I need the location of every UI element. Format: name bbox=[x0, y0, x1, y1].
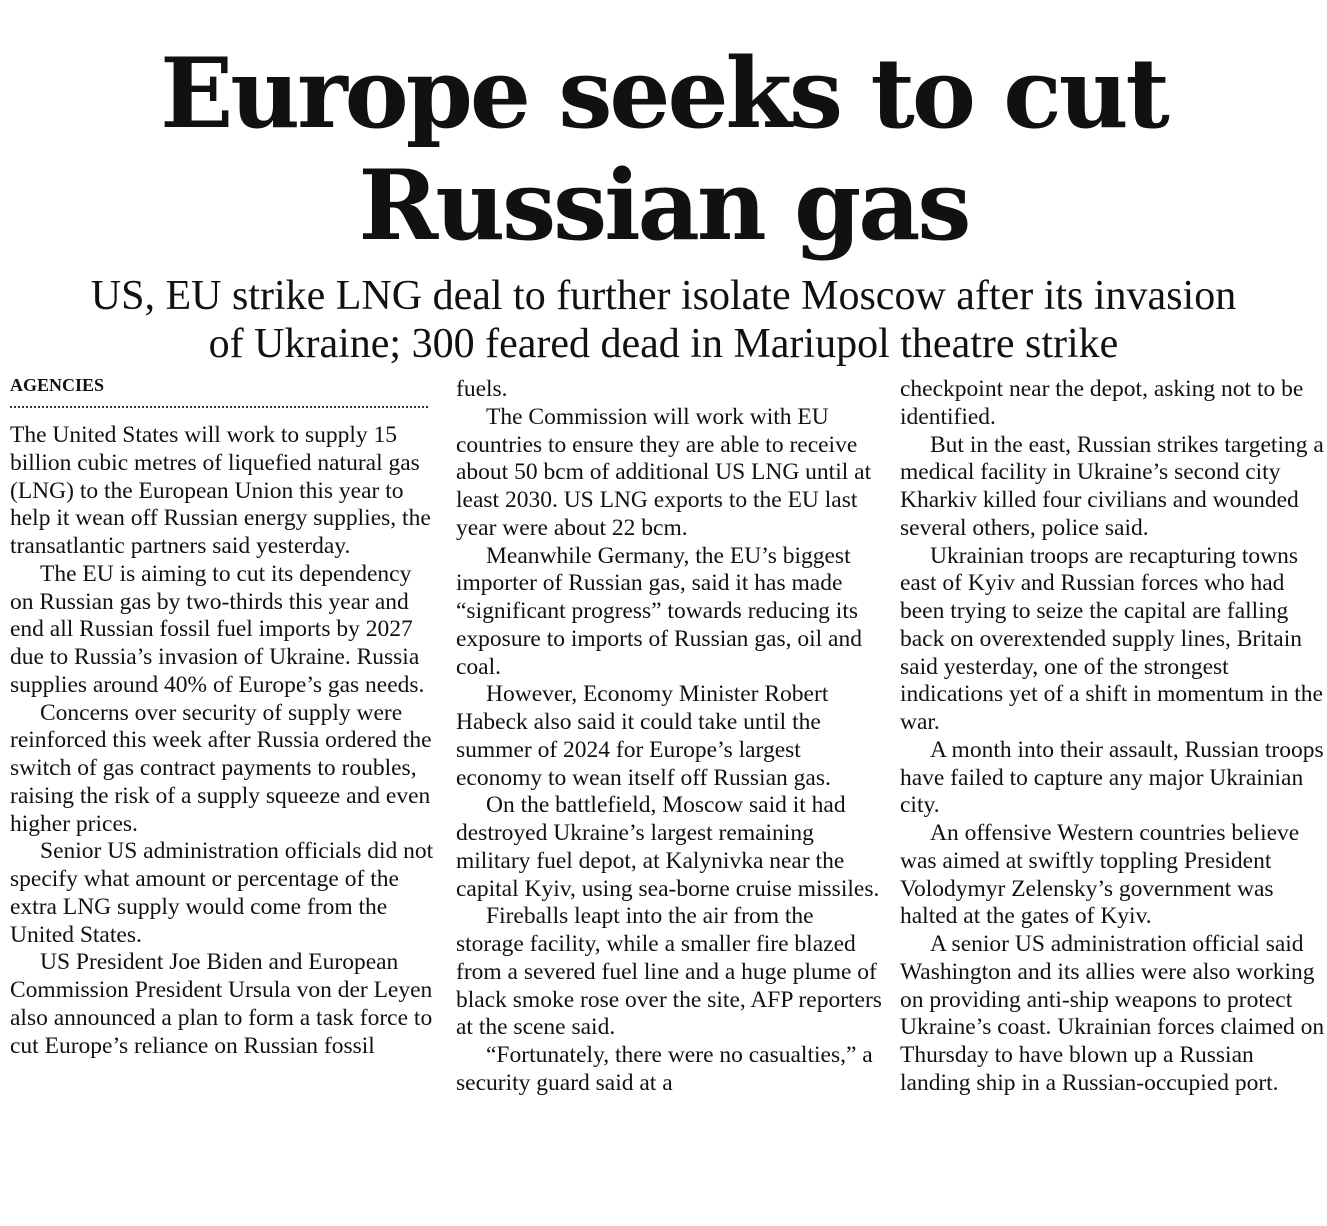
paragraph: Senior US administration officials did not specify what amount or percentage of the extra LNG supply would come from the United States. bbox=[10, 838, 434, 948]
headline bbox=[0, 38, 1327, 262]
article-column-1 bbox=[10, 376, 440, 1060]
paragraph: fuels. bbox=[456, 376, 508, 402]
subheadline bbox=[0, 272, 1327, 368]
paragraph: The EU is aiming to cut its dependency on Russian gas by two-thirds this year and end all Russian fossil fuel imports by 2027 due to Russia’s invasion of Ukraine. Russia supplies around 40% of Europe’s gas needs. bbox=[10, 560, 425, 698]
paragraph: Ukrainian troops are recapturing towns east of Kyiv and Russian forces who had been trying to seize the capital are falling back on overextended supply lines, Britain said yesterday, one of the strongest indications yet of a shift in momentum in the war. bbox=[900, 542, 1323, 735]
paragraph: checkpoint near the depot, asking not to be identified. bbox=[900, 376, 1304, 430]
paragraph: “Fortunately, there were no casualties,” a security guard said at a bbox=[456, 1042, 873, 1096]
subheadline-line-2: of Ukraine; 300 feared dead in Mariupol theatre strike bbox=[208, 321, 1119, 367]
headline-line-2: Russian gas bbox=[358, 149, 969, 262]
paragraph: Concerns over security of supply were reinforced this week after Russia ordered the switch of gas contract payments to roubles, raising the risk of a supply squeeze and even higher prices. bbox=[10, 699, 432, 837]
article-column-3 bbox=[900, 376, 1327, 1098]
paragraph: The Commission will work with EU countries to ensure they are able to receive about 50 bcm of additional US LNG until at least 2030. US LNG exports to the EU last year were about 22 bcm. bbox=[456, 403, 872, 541]
article-column-2 bbox=[456, 376, 886, 1098]
paragraph: But in the east, Russian strikes targeting a medical facility in Ukraine’s second city Kharkiv killed four civilians and wounded several others, police said. bbox=[900, 431, 1324, 541]
paragraph: On the battlefield, Moscow said it had destroyed Ukraine’s largest remaining military fuel depot, at Kalynivka near the capital Kyiv, using sea-borne cruise missiles. bbox=[456, 792, 880, 902]
paragraph: US President Joe Biden and European Commission President Ursula von der Leyen also announced a plan to form a task force to cut Europe’s reliance on Russian fossil bbox=[10, 949, 433, 1059]
paragraph: However, Economy Minister Robert Habeck also said it could take until the summer of 2024 for Europe’s largest economy to wean itself off Russian gas. bbox=[456, 681, 831, 791]
subheadline-line-1: US, EU strike LNG deal to further isolate Moscow after its invasion bbox=[90, 273, 1237, 319]
paragraph: Fireballs leapt into the air from the storage facility, while a smaller fire blazed from a severed fuel line and a huge plume of black smoke rose over the site, AFP reporters at the scene said. bbox=[456, 903, 882, 1041]
paragraph: A senior US administration official said Washington and its allies were also working on providing anti-ship weapons to protect Ukraine’s coast. Ukrainian forces claimed on Thursday to have blown up a Russian landing ship in a Russian-occupied port. bbox=[900, 931, 1325, 1096]
paragraph: The United States will work to supply 15 billion cubic metres of liquefied natural gas (LNG) to the European Union this year to help it wean off Russian energy supplies, the transatlantic partners said yesterday. bbox=[10, 422, 431, 559]
paragraph: Meanwhile Germany, the EU’s biggest importer of Russian gas, said it has made “significant progress” towards reducing its exposure to imports of Russian gas, oil and coal. bbox=[456, 542, 862, 680]
paragraph: An offensive Western countries believe was aimed at swiftly toppling President Volodymyr Zelensky’s government was halted at the gates of Kyiv. bbox=[900, 820, 1300, 930]
headline-line-1: Europe seeks to cut bbox=[160, 37, 1167, 150]
byline: AGENCIES bbox=[10, 376, 428, 408]
paragraph: A month into their assault, Russian troops have failed to capture any major Ukrainian city. bbox=[900, 736, 1324, 819]
